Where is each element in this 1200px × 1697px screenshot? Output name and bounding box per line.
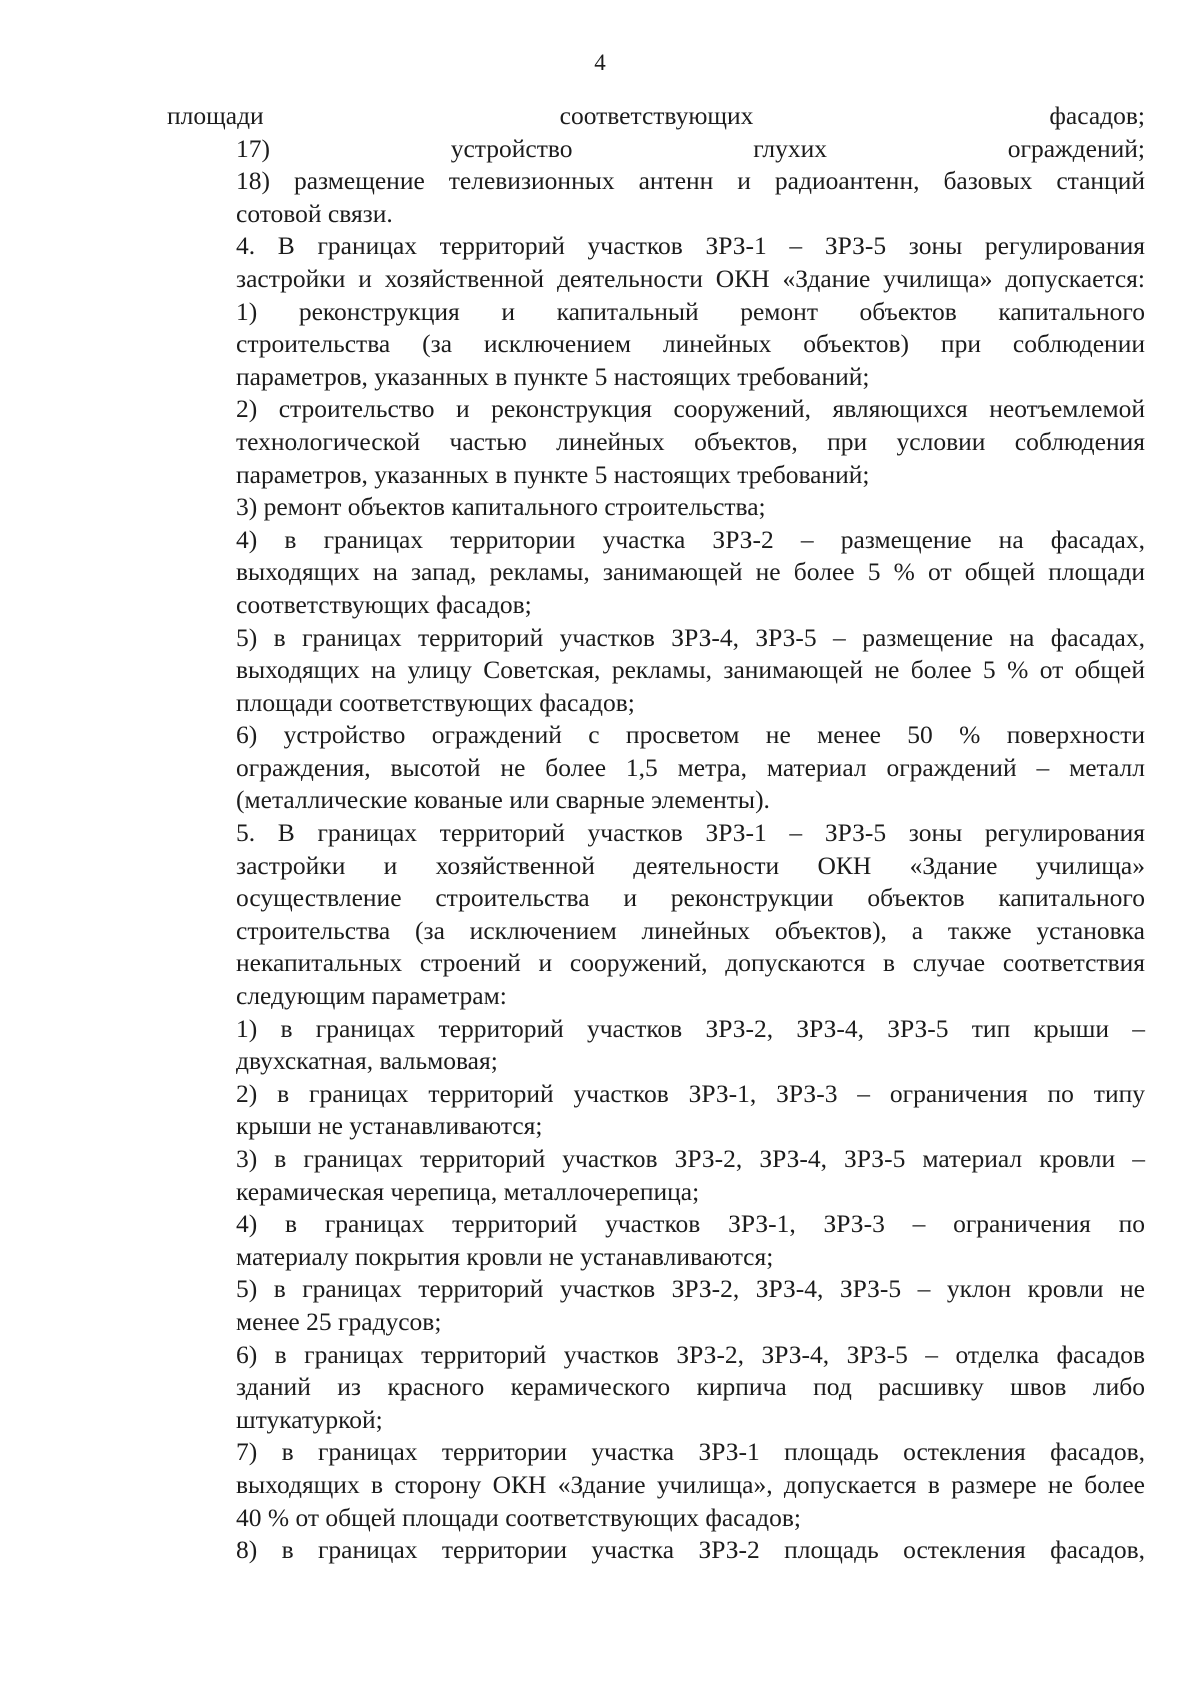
paragraph xyxy=(167,393,1145,491)
paragraph-line: некапитальных строений и сооружений, допускаются в случае соответствия xyxy=(236,948,1145,978)
page-number: 4 xyxy=(594,50,606,75)
paragraph-line: 4) в границах территорий участков ЗРЗ-1, ЗРЗ-3 – ограничения по xyxy=(236,1209,1145,1239)
paragraph-line: 3) в границах территорий участков ЗРЗ-2, ЗРЗ-4, ЗРЗ-5 материал кровли – xyxy=(236,1144,1145,1173)
paragraph-line: материалу покрытия кровли не устанавливаются; xyxy=(236,1241,774,1271)
paragraph xyxy=(167,1078,1145,1143)
paragraph xyxy=(167,133,1145,166)
paragraph-line: технологической частью линейных объектов, при условии соблюдения xyxy=(236,426,1145,456)
paragraph-line: 40 % от общей площади соответствующих фасадов; xyxy=(236,1502,801,1532)
paragraph-line: зданий из красного керамического кирпича под расшивку швов либо xyxy=(236,1372,1145,1402)
paragraph-line: строительства (за исключением линейных объектов), а также установка xyxy=(236,915,1145,945)
paragraph-line: 1) реконструкция и капитальный ремонт объектов капитального xyxy=(236,296,1145,326)
paragraph xyxy=(167,1013,1145,1078)
paragraph xyxy=(167,165,1145,230)
paragraph-line: застройки и хозяйственной деятельности ОКН «Здание училища» xyxy=(236,850,1145,880)
paragraph xyxy=(167,1143,1145,1208)
paragraph-line: 2) в границах территорий участков ЗРЗ-1, ЗРЗ-3 – ограничения по типу xyxy=(236,1078,1145,1108)
paragraph-line: 2) строительство и реконструкция сооружений, являющихся неотъемлемой xyxy=(236,394,1145,424)
paragraph xyxy=(167,1208,1145,1273)
paragraph-line: 3) ремонт объектов капитального строительства; xyxy=(236,492,766,522)
paragraph-line: крыши не устанавливаются; xyxy=(236,1111,543,1141)
paragraph xyxy=(167,1273,1145,1338)
paragraph-line: площади соответствующих фасадов; xyxy=(167,101,1145,130)
paragraph xyxy=(167,719,1145,817)
paragraph-line: застройки и хозяйственной деятельности ОКН «Здание училища» допускается: xyxy=(236,263,1145,293)
paragraph-line: двухскатная, вальмовая; xyxy=(236,1046,498,1076)
paragraph-line: менее 25 градусов; xyxy=(236,1306,442,1336)
paragraph-line: 6) устройство ограждений с просветом не менее 50 % поверхности xyxy=(236,720,1145,750)
paragraph-line: 5. В границах территорий участков ЗРЗ-1 – ЗРЗ-5 зоны регулирования xyxy=(236,818,1145,848)
paragraph xyxy=(167,230,1145,295)
paragraph-line: параметров, указанных в пункте 5 настоящих требований; xyxy=(236,361,870,391)
paragraph-line: 8) в границах территории участка ЗРЗ-2 площадь остекления фасадов, xyxy=(236,1535,1145,1565)
paragraph-line: выходящих на улицу Советская, рекламы, занимающей не более 5 % от общей xyxy=(236,655,1145,685)
paragraph-line: 6) в границах территорий участков ЗРЗ-2, ЗРЗ-4, ЗРЗ-5 – отделка фасадов xyxy=(236,1339,1145,1369)
paragraph-line: 4. В границах территорий участков ЗРЗ-1 – ЗРЗ-5 зоны регулирования xyxy=(236,231,1145,261)
paragraph xyxy=(167,100,1145,133)
paragraph-line: 5) в границах территорий участков ЗРЗ-2, ЗРЗ-4, ЗРЗ-5 – уклон кровли не xyxy=(236,1274,1145,1304)
paragraph-line: 7) в границах территории участка ЗРЗ-1 площадь остекления фасадов, xyxy=(236,1437,1145,1467)
paragraph-line: штукатуркой; xyxy=(236,1404,383,1434)
paragraph xyxy=(167,1339,1145,1437)
paragraph xyxy=(167,491,1145,524)
paragraph-line: параметров, указанных в пункте 5 настоящих требований; xyxy=(236,459,870,489)
paragraph-line: площади соответствующих фасадов; xyxy=(236,687,635,717)
paragraph-line: 4) в границах территории участка ЗРЗ-2 – размещение на фасадах, xyxy=(236,524,1145,554)
paragraph-line: осуществление строительства и реконструкции объектов капитального xyxy=(236,883,1145,913)
paragraph-line: 1) в границах территорий участков ЗРЗ-2, ЗРЗ-4, ЗРЗ-5 тип крыши – xyxy=(236,1013,1145,1043)
paragraph xyxy=(167,817,1145,1013)
paragraph-line: (металлические кованые или сварные элементы). xyxy=(236,785,770,815)
paragraph xyxy=(167,1534,1145,1567)
paragraph-line: следующим параметрам: xyxy=(236,981,507,1011)
paragraph xyxy=(167,622,1145,720)
paragraph-line: сотовой связи. xyxy=(236,198,393,228)
document-body xyxy=(167,100,1145,1567)
paragraph-line: 5) в границах территорий участков ЗРЗ-4, ЗРЗ-5 – размещение на фасадах, xyxy=(236,622,1145,652)
paragraph xyxy=(167,296,1145,394)
paragraph-line: выходящих в сторону ОКН «Здание училища», допускается в размере не более xyxy=(236,1469,1145,1499)
paragraph xyxy=(167,1436,1145,1534)
paragraph-line: выходящих на запад, рекламы, занимающей не более 5 % от общей площади xyxy=(236,557,1145,587)
paragraph-line: строительства (за исключением линейных объектов) при соблюдении xyxy=(236,329,1145,359)
paragraph-line: 18) размещение телевизионных антенн и радиоантенн, базовых станций xyxy=(236,166,1145,196)
paragraph-line: ограждения, высотой не более 1,5 метра, материал ограждений – металл xyxy=(236,752,1145,782)
paragraph-line: соответствующих фасадов; xyxy=(236,589,532,619)
paragraph xyxy=(167,524,1145,622)
paragraph-line: 17) устройство глухих ограждений; xyxy=(236,133,1145,163)
paragraph-line: керамическая черепица, металлочерепица; xyxy=(236,1176,700,1206)
